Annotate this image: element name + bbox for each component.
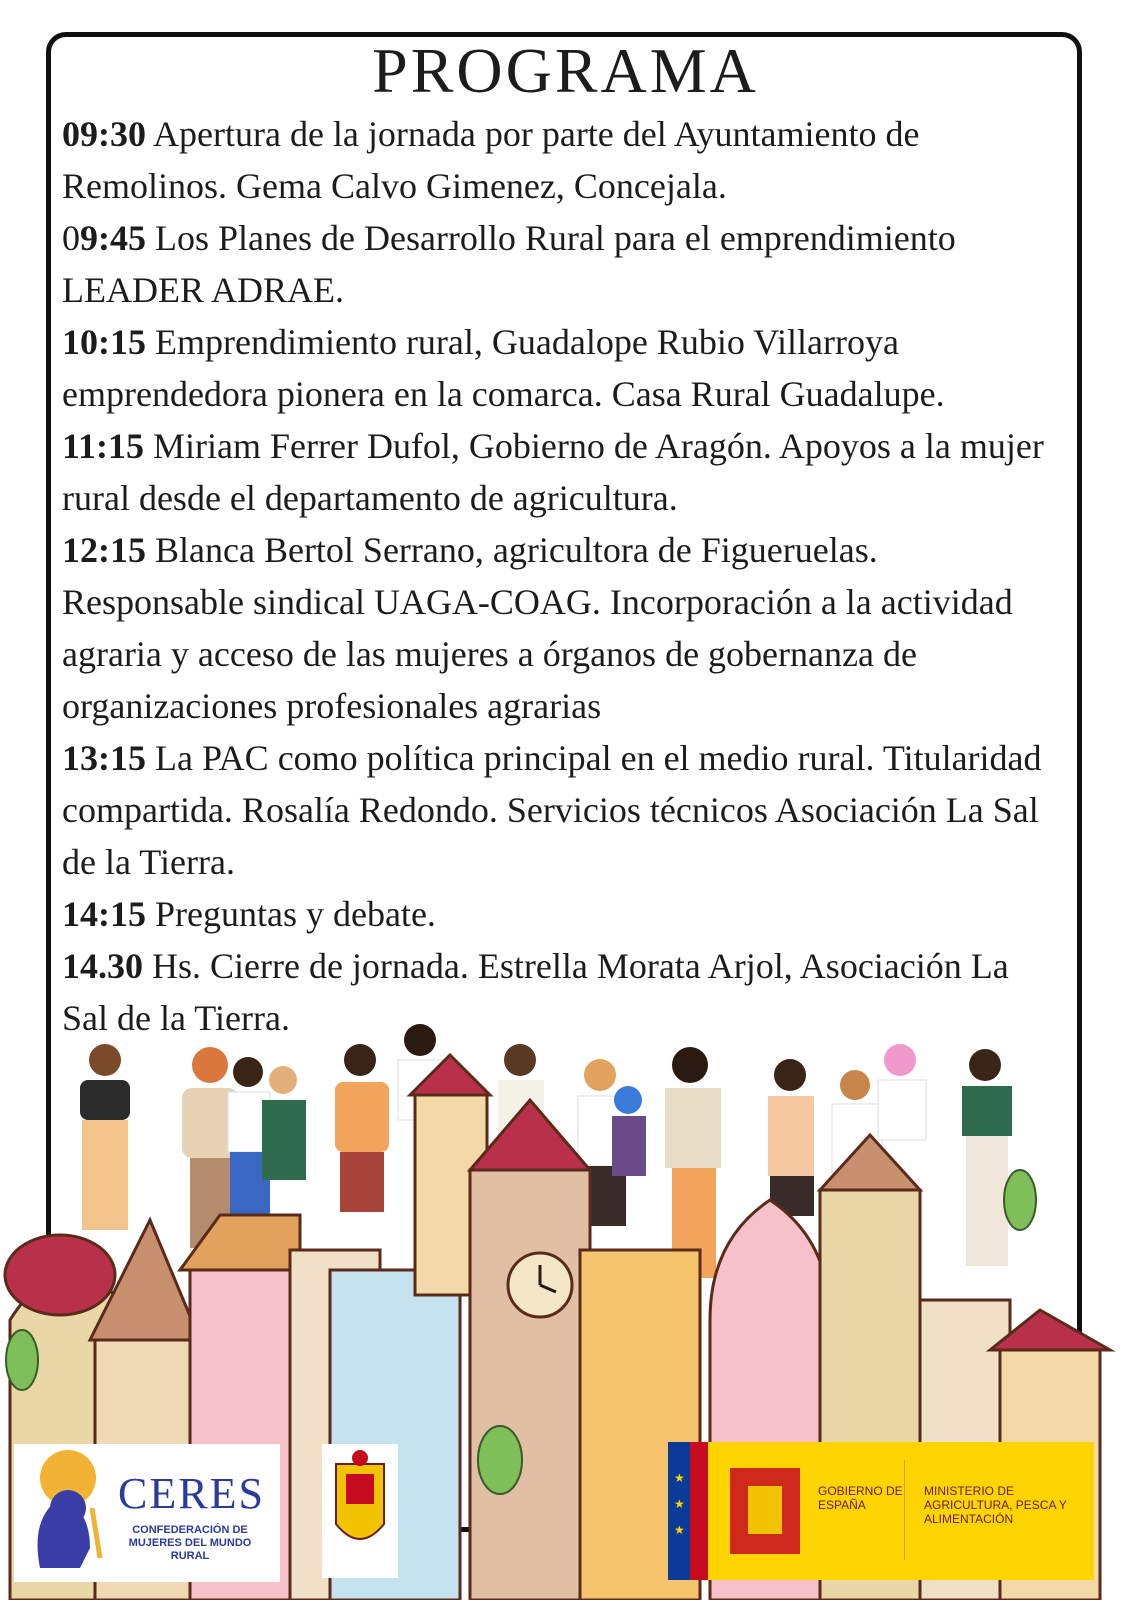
agenda-text: Los Planes de Desarrollo Rural para el emprendimiento LEADER ADRAE.	[62, 218, 956, 310]
agenda-time: 13:15	[62, 738, 146, 778]
page-title: PROGRAMA	[372, 35, 759, 106]
agenda-time-prefix: 0	[62, 218, 80, 258]
agenda-item	[62, 524, 1062, 732]
svg-text:★: ★	[674, 1523, 685, 1537]
svg-text:★: ★	[674, 1471, 685, 1485]
agenda-time: 10:15	[62, 322, 146, 362]
agenda-list	[62, 108, 1062, 1044]
municipal-crest-icon	[322, 1444, 398, 1578]
agenda-text: Emprendimiento rural, Guadalope Rubio Villarroya emprendedora pionera en la comarca. Casa Rural Guadalupe.	[62, 322, 945, 414]
agenda-text: Hs. Cierre de jornada. Estrella Morata Arjol, Asociación La Sal de la Tierra.	[62, 946, 1009, 1038]
agenda-item	[62, 420, 1062, 524]
agenda-item	[62, 108, 1062, 212]
agenda-text: La PAC como política principal en el medio rural. Titularidad compartida. Rosalía Redondo. Servicios técnicos Asociación La Sal de la Tierra.	[62, 738, 1042, 882]
eu-spain-flag-icon	[668, 1442, 808, 1580]
agenda-time: 14:15	[62, 894, 146, 934]
agenda-item	[62, 212, 1062, 316]
agenda-time: 14.30	[62, 946, 143, 986]
gobierno-label: GOBIERNO DE ESPAÑA	[818, 1484, 903, 1512]
agenda-time: 11:15	[62, 426, 145, 466]
ceres-name: CERES	[118, 1469, 265, 1518]
ceres-emblem-icon	[20, 1448, 110, 1578]
agenda-time: 09:30	[62, 114, 146, 154]
agenda-text: Blanca Bertol Serrano, agricultora de Figueruelas. Responsable sindical UAGA-COAG. Incorporación a la actividad agraria y acceso de las mujeres a órganos de gobernanza de organizaciones profesionales agrarias	[62, 530, 1013, 726]
svg-text:★: ★	[674, 1497, 685, 1511]
ceres-subtitle: CONFEDERACIÓN DE MUJERES DEL MUNDO RURAL	[128, 1524, 252, 1562]
agenda-text: Apertura de la jornada por parte del Ayuntamiento de Remolinos. Gema Calvo Gimenez, Concejala.	[62, 114, 920, 206]
agenda-item	[62, 732, 1062, 888]
agenda-item	[62, 316, 1062, 420]
agenda-text: Preguntas y debate.	[146, 894, 436, 934]
agenda-time: 12:15	[62, 530, 146, 570]
agenda-item	[62, 888, 1062, 940]
agenda-time: 9:45	[80, 218, 146, 258]
logo-divider	[904, 1460, 905, 1560]
ministerio-label: MINISTERIO DE AGRICULTURA, PESCA Y ALIMENTACIÓN	[924, 1484, 1067, 1526]
ceres-logo	[14, 1444, 280, 1582]
agenda-text: Miriam Ferrer Dufol, Gobierno de Aragón. Apoyos a la mujer rural desde el departamento de agricultura.	[62, 426, 1044, 518]
gobierno-espana-logo	[668, 1442, 1094, 1580]
